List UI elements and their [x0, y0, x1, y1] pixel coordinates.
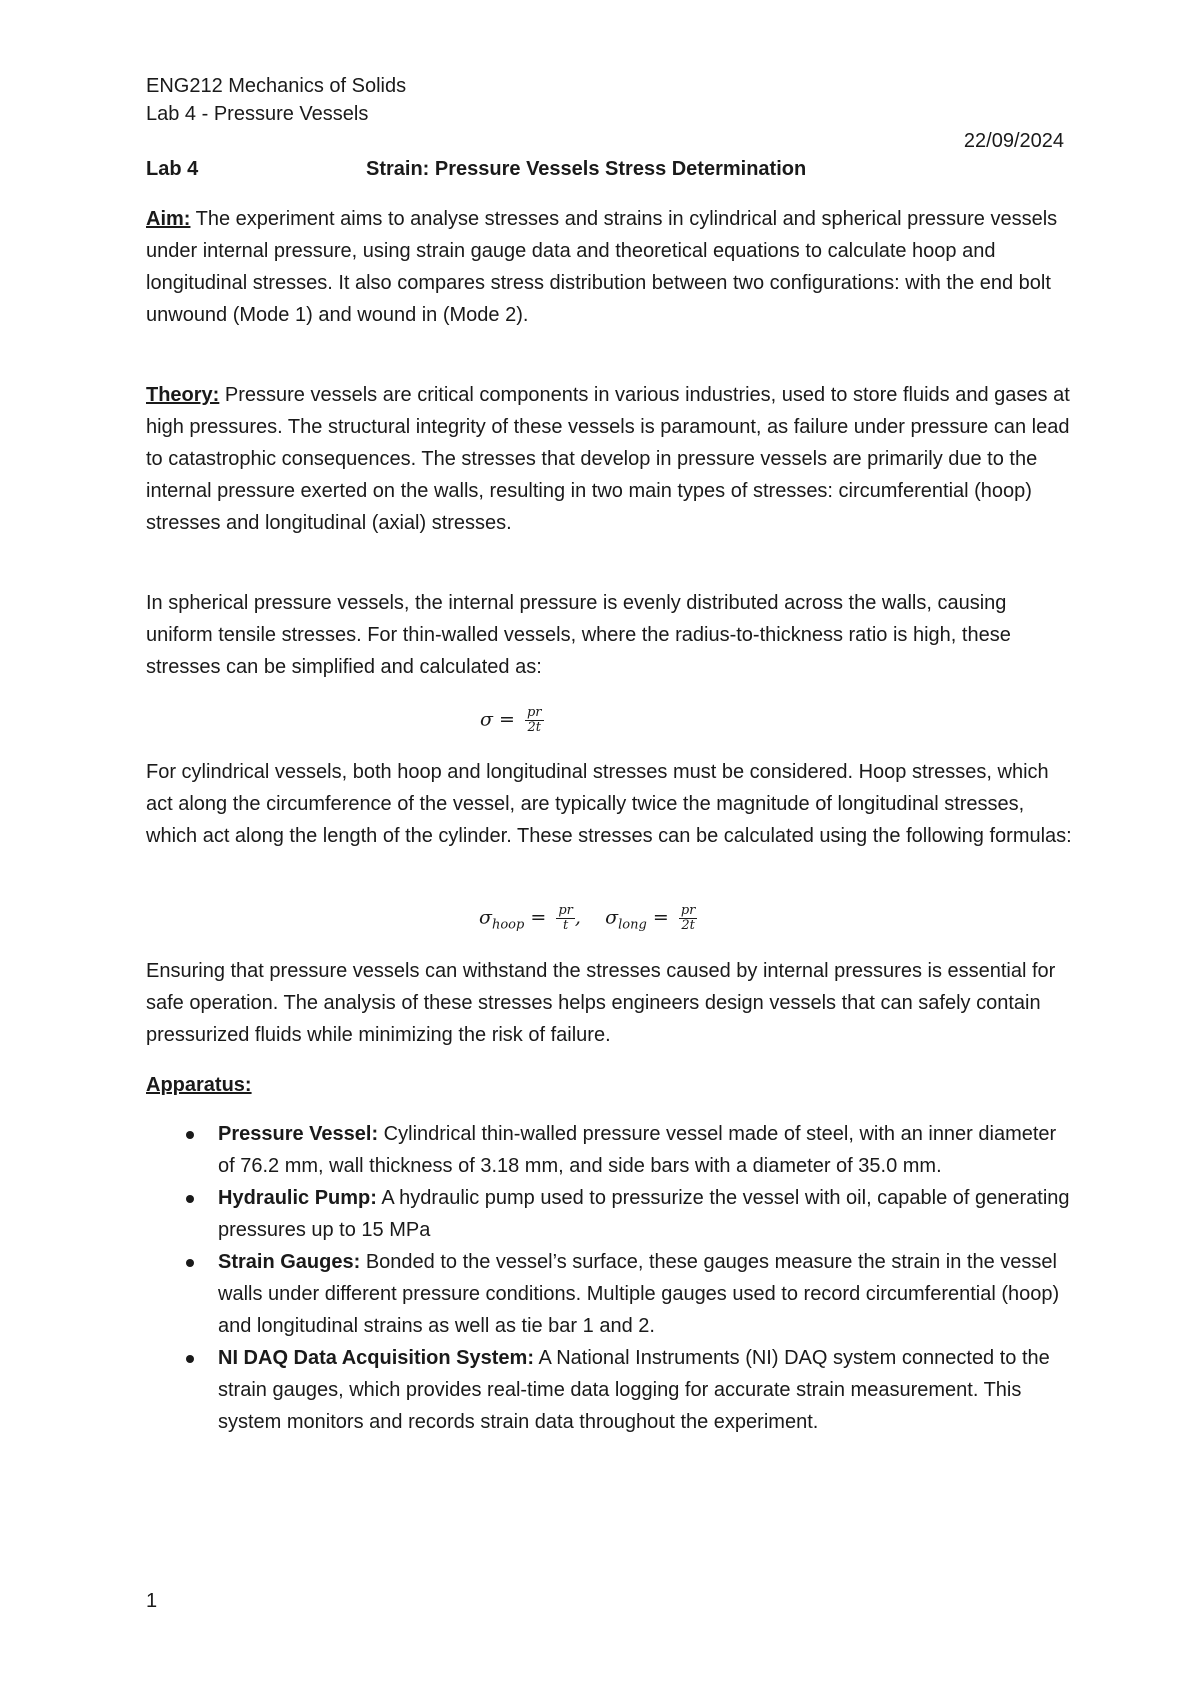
theory-text: Pressure vessels are critical components in various industries, used to store fluids and gases at high pressures. The structural integrity of these vessels is paramount, as failure under pressure can lead to catastrophic consequences. The stresses that develop in pressure vessels are primarily due to the internal pressure exerted on the walls, resulting in two main types of stresses: circumferential (hoop) stresses and longitudinal (axial) stresses. [146, 384, 1070, 534]
eq-long-sym: σ [605, 906, 619, 929]
list-item [146, 1118, 1076, 1182]
bullet-icon [186, 1355, 194, 1363]
spherical-paragraph [146, 587, 1076, 683]
aim-text: The experiment aims to analyse stresses and strains in cylindrical and spherical pressure vessels under internal pressure, using strain gauge data and theoretical equations to calculate hoop and longitudinal stresses. It also compares stress distribution between two configurations: with the end bolt unwound (Mode 1) and wound in (Mode 2). [146, 208, 1058, 326]
eq-long-fraction [679, 904, 698, 933]
item-text: Cylindrical thin-walled pressure vessel made of steel, with an inner diameter of 76.2 mm, wall thickness of 3.18 mm, and side bars with a diameter of 35.0 mm. [218, 1123, 1057, 1177]
eq-long-sub: long [618, 917, 647, 933]
page-number: 1 [146, 1590, 158, 1612]
eq-long-den: 2t [681, 918, 695, 933]
apparatus-list [146, 1118, 1076, 1438]
bullet-icon [186, 1131, 194, 1139]
list-item [146, 1246, 1076, 1342]
item-text: Bonded to the vessel’s surface, these gauges measure the strain in the vessel walls under different pressure conditions. Multiple gauges used to record circumferential (hoop) and longitudinal strains as well as tie bar 1 and 2. [218, 1251, 1060, 1337]
ensuring-text: Ensuring that pressure vessels can withstand the stresses caused by internal pressures is essential for safe operation. The analysis of these stresses helps engineers design vessels that can safely contain pressurized fluids while minimizing the risk of failure. [146, 960, 1056, 1046]
document-date: 22/09/2024 [963, 130, 1064, 152]
list-item [146, 1342, 1076, 1438]
list-item [146, 1182, 1076, 1246]
item-text: A National Instruments (NI) DAQ system connected to the strain gauges, which provides real-time data logging for accurate strain measurement. This system monitors and records strain data throughout the experiment. [218, 1347, 1050, 1433]
eq-long-eq: = [652, 906, 669, 929]
theory-paragraph [146, 379, 1076, 539]
eq-sphere-num: pr [526, 705, 542, 720]
eq-hoop-den: t [563, 918, 569, 933]
apparatus-heading [146, 1069, 1076, 1101]
aim-label: Aim: [146, 208, 191, 230]
theory-label: Theory: [146, 384, 220, 406]
item-term: Pressure Vessel: [218, 1123, 379, 1145]
ensuring-paragraph [146, 955, 1076, 1051]
bullet-icon [186, 1195, 194, 1203]
item-term: Hydraulic Pump: [218, 1187, 377, 1209]
apparatus-label: Apparatus: [146, 1074, 252, 1096]
aim-paragraph [146, 203, 1076, 331]
header-course: ENG212 Mechanics of Solids [146, 75, 407, 97]
eq-hoop-fraction [556, 904, 575, 933]
eq-hoop-eq: = [530, 906, 547, 929]
eq-sphere-den: 2t [527, 720, 541, 735]
cylindrical-paragraph [146, 756, 1076, 852]
eq-hoop-num: pr [558, 903, 573, 918]
eq-hoop-sub: hoop [491, 917, 525, 933]
header-subtitle: Lab 4 - Pressure Vessels [146, 103, 369, 125]
equation-sphere [480, 706, 544, 735]
eq-sphere-lhs: σ = [480, 708, 515, 731]
eq-separator: , [574, 906, 581, 929]
cylindrical-text: For cylindrical vessels, both hoop and longitudinal stresses must be considered. Hoop stresses, which act along the circumference of the vessel, are typically twice the magnitude of longitudinal stresses, which act along the length of the cylinder. These stresses can be calculated using the following formulas: [146, 761, 1072, 847]
lab-number: Lab 4 [146, 158, 199, 180]
bullet-icon [186, 1259, 194, 1267]
document-title: Strain: Pressure Vessels Stress Determination [366, 158, 807, 180]
eq-hoop-sym: σ [479, 906, 492, 929]
item-text: A hydraulic pump used to pressurize the vessel with oil, capable of generating pressures up to 15 MPa [218, 1187, 1070, 1241]
spherical-text: In spherical pressure vessels, the internal pressure is evenly distributed across the walls, causing uniform tensile stresses. For thin-walled vessels, where the radius-to-thickness ratio is high, these stresses can be simplified and calculated as: [146, 592, 1011, 678]
equation-hoop-long [479, 904, 697, 933]
eq-sphere-fraction [525, 706, 544, 735]
eq-long-num: pr [680, 903, 696, 918]
item-term: NI DAQ Data Acquisition System: [218, 1347, 534, 1369]
item-term: Strain Gauges: [218, 1251, 361, 1273]
title-row [146, 155, 1076, 183]
